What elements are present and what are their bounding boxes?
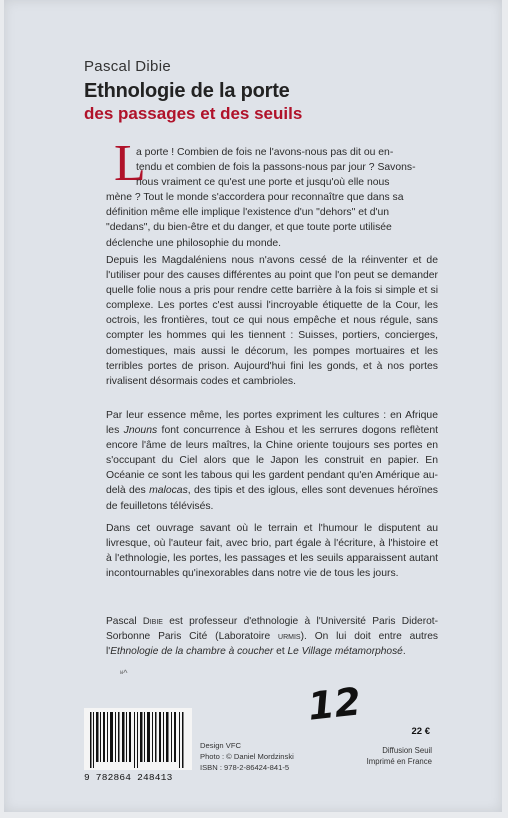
book-title-italic: Le Village métamorphosé	[287, 646, 403, 657]
text-segment: ). On lui doit entre autres l'	[106, 631, 438, 657]
blurb-line: nous vraiment ce qu'est une porte et jusqu'où elle nous	[136, 177, 390, 189]
barcode	[84, 708, 192, 770]
small-pencil-mark: ʶ^	[120, 668, 128, 678]
text-segment: et	[273, 646, 288, 657]
credit-design: Design VFC	[200, 741, 241, 750]
text-segment: , des tipis et des iglous, elles sont devenues héroïnes de feuilletons télévisés.	[106, 485, 439, 512]
barcode-bars-icon	[88, 712, 188, 768]
credit-photo: Photo : © Daniel Mordzinski	[200, 752, 294, 761]
italic-term: Jnouns	[123, 425, 158, 437]
distribution-info	[367, 745, 432, 767]
credit-isbn: ISBN : 978-2-86424-841-5	[200, 763, 290, 772]
author-name: Pascal Dibie	[84, 58, 171, 75]
text-segment: .	[402, 646, 406, 657]
blurb-paragraph-3	[106, 408, 438, 514]
text-segment: Par leur essence même, les portes expriment les cultures : en Afrique les	[106, 410, 438, 437]
text-segment: font concurrence à Eshou et les serrures dogons reflètent encore l'âme de leurs maîtres, la Chine oriente toujours ses portes en s'occupant du Ciel alors que le Japon les construit en papier. En Océanie ce sont les tabous qui les gardent pendant qu'en Amérique au-delà des	[106, 425, 438, 497]
lab-acronym: urmis	[278, 631, 301, 642]
blurb-line: déclenche une philosophie du monde.	[106, 237, 282, 249]
text-segment: Pascal	[106, 616, 143, 627]
blurb-line: a porte ! Combien de fois ne l'avons-nous pas dit ou en-	[136, 147, 394, 158]
blurb-paragraph-4: Dans cet ouvrage savant où le terrain et l'humour le disputent au livresque, où l'auteur fait, avec brio, part égale à l'écriture, à l'histoire et à l'ethnologie, les portes, les passages et les seuils apparaissent autant incontournables qu'inexorables dans notre vie de tous les jours.	[106, 523, 438, 580]
blurb-paragraph-1	[106, 145, 438, 251]
blurb-line: tendu et combien de fois la passons-nous par jour ? Savons-	[136, 162, 416, 174]
author-bio	[106, 614, 438, 659]
blurb-line: définition même elle implique l'existence d'un "dehors" et d'un	[106, 207, 390, 219]
book-subtitle: des passages et des seuils	[84, 104, 303, 123]
price: 22 €	[411, 726, 430, 737]
italic-term: malocas	[149, 485, 188, 497]
text-segment: est professeur d'ethnologie à l'Université Paris Diderot-Sorbonne Paris Cité (Laboratoire	[106, 616, 438, 642]
credits	[200, 740, 294, 773]
printed-in: Imprimé en France	[366, 757, 432, 766]
book-title: Ethnologie de la porte	[84, 80, 290, 102]
blurb-line: "dedans", du bien-être et du danger, et que toute porte utilisée	[106, 222, 392, 234]
blurb-paragraph-2: Depuis les Magdaléniens nous n'avons cessé de la réinventer et de l'utiliser pour des causes différentes au point que l'on peut se demander quelle folie nous a pris pour rendre cette barrière à la fois si simple et si complexe. Les portes c'est aussi l'incroyable étiquette de la Cour, les octrois, les frontières, tout ce qui nous empêche et nous régule, sans compter les hommes qui les tiennent : Suisses, portiers, concierges, domestiques, mais aussi le décorum, les pompes mortuaires et les terribles portes de prison. Aujourd'hui fini les gonds, et à nos portes rivalisent désormais codes et cambrioles.	[106, 255, 438, 387]
barcode-number: 9 782864 248413	[84, 772, 173, 783]
author-surname: Dibie	[142, 616, 163, 627]
book-title-italic: Ethnologie de la chambre à coucher	[110, 646, 274, 657]
blurb-line: mène ? Tout le monde s'accordera pour reconnaître que dans sa	[106, 192, 404, 204]
handwritten-number: 12	[305, 679, 364, 729]
distributor: Diffusion Seuil	[382, 746, 432, 755]
drop-cap-letter: L	[114, 135, 146, 192]
